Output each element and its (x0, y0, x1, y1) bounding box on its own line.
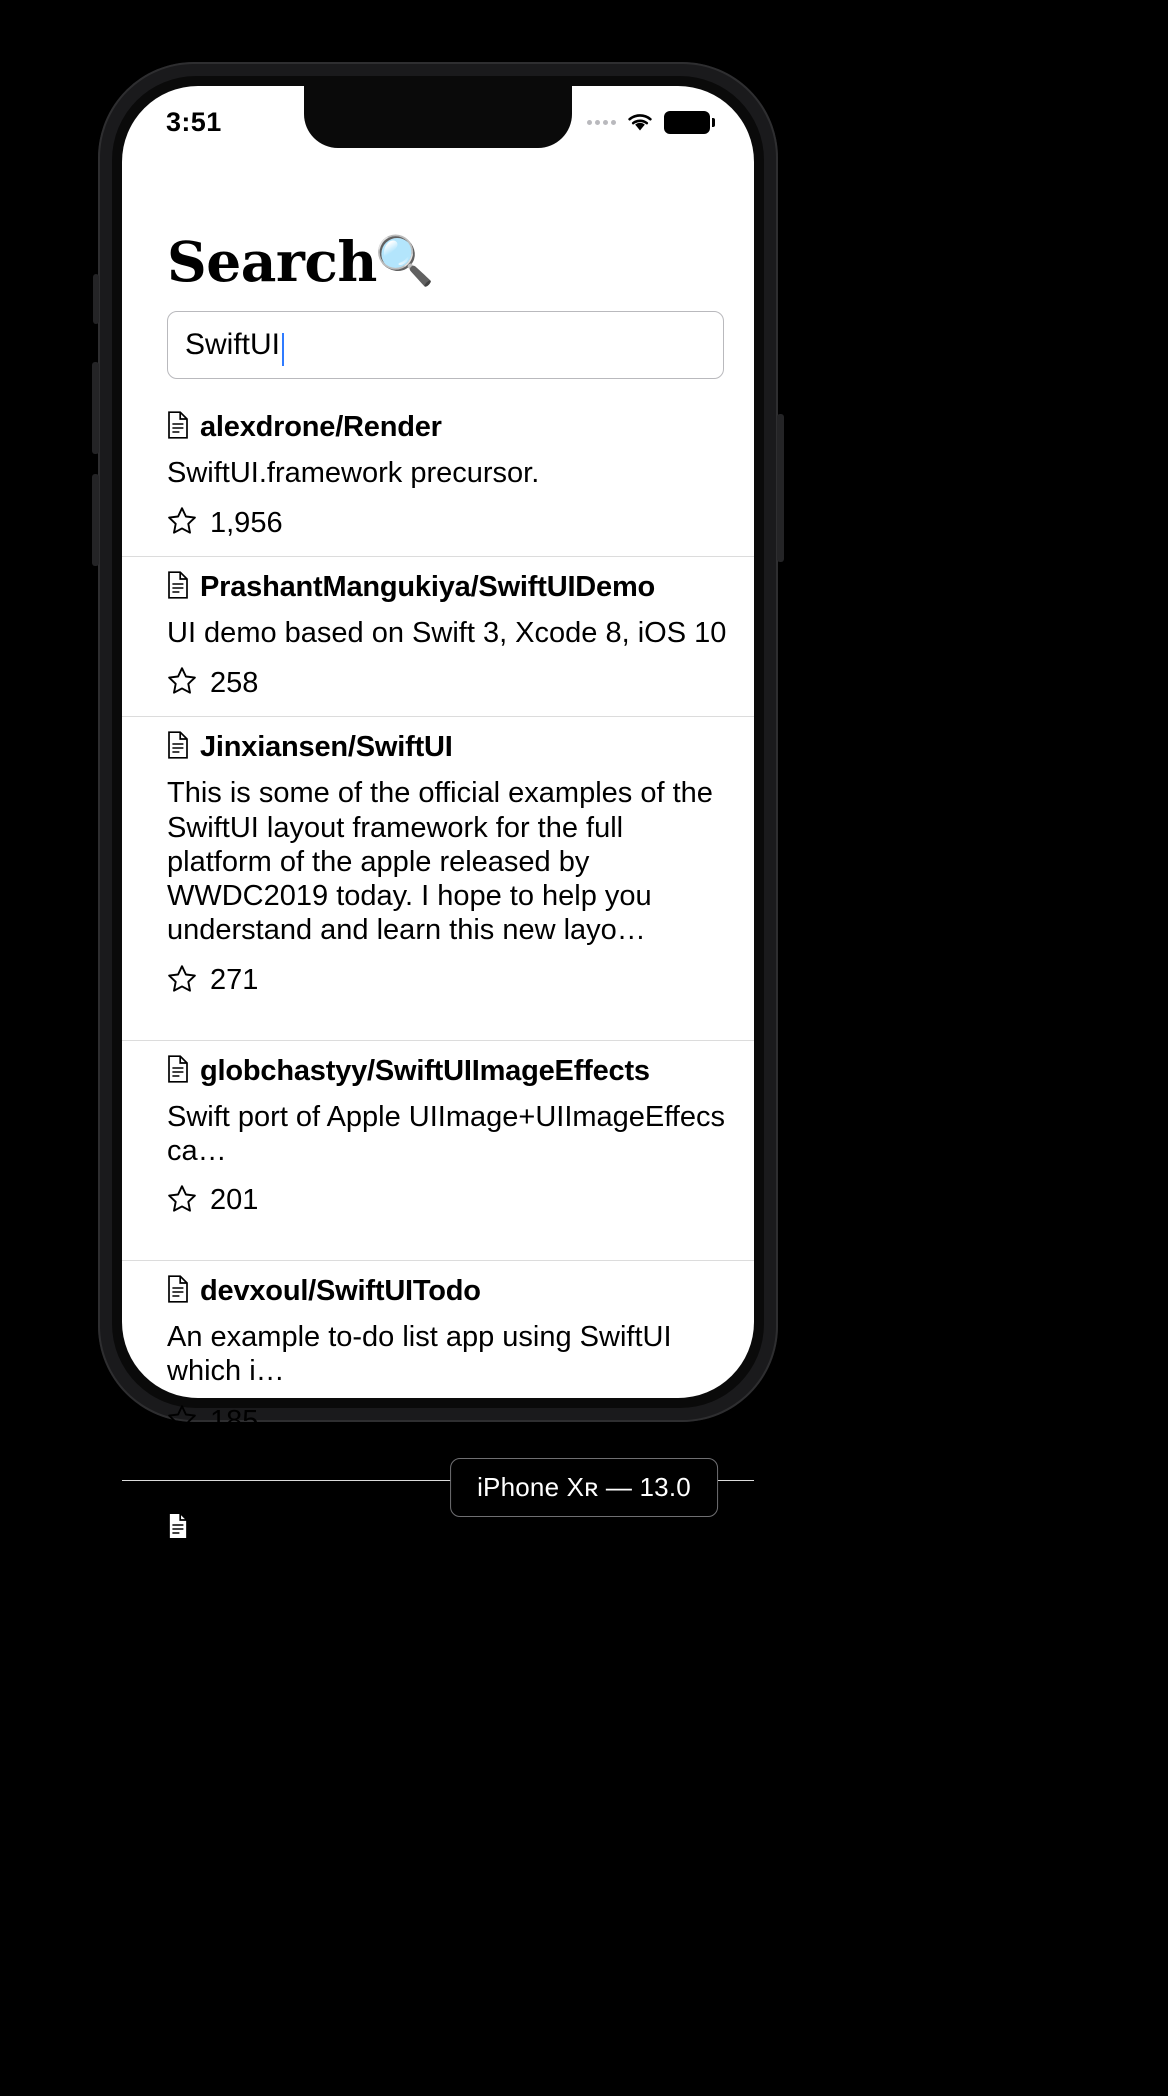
star-count: 1,956 (210, 506, 283, 539)
page-title (122, 148, 754, 294)
repo-header (167, 411, 728, 444)
list-item[interactable] (122, 1260, 754, 1480)
magnifier-icon: 🔍 (374, 234, 435, 288)
repo-header (167, 1275, 728, 1308)
battery-full-icon (664, 111, 710, 134)
repo-description: Swift port of Apple UIImage+UIImageEffecs ca… (167, 1100, 725, 1167)
star-row (167, 1184, 728, 1218)
repo-name: alexdrone/Render (200, 411, 442, 443)
device-caption: iPhone Xʀ — 13.0 (450, 1458, 718, 1517)
star-count: 258 (210, 666, 259, 699)
star-row (167, 506, 728, 540)
document-icon (167, 411, 189, 444)
repo-description: An example to-do list app using SwiftUI which i… (167, 1320, 672, 1388)
volume-up-button[interactable] (92, 362, 99, 454)
document-icon (167, 1275, 189, 1308)
status-bar (122, 86, 754, 148)
row-spacer (167, 1218, 728, 1244)
repo-description: UI demo based on Swift 3, Xcode 8, iOS 10 (167, 617, 727, 650)
document-icon (167, 571, 189, 604)
text-caret (282, 333, 284, 366)
volume-down-button[interactable] (92, 474, 99, 566)
list-item[interactable] (122, 397, 754, 556)
document-icon (167, 731, 189, 764)
search-input[interactable] (167, 311, 724, 379)
wifi-icon (625, 111, 655, 133)
repo-description: Swift中,图片轮播器在很多应用软件中都有应用,需要制作无限滚动的,下面贴上自己写的小Demo,能 (167, 1574, 706, 1675)
star-count: 271 (210, 964, 259, 997)
repo-name: devxoul/SwiftUITodo (200, 1274, 481, 1307)
star-outline-icon (167, 1404, 197, 1438)
status-indicators (587, 111, 710, 134)
status-time: 3:51 (166, 106, 222, 137)
repo-header (167, 731, 728, 764)
star-outline-icon (167, 666, 197, 700)
star-outline-icon (167, 964, 197, 998)
document-icon (167, 1055, 189, 1088)
repo-name: PrashantMangukiya/SwiftUIDemo (200, 571, 656, 604)
row-spacer (167, 998, 728, 1024)
repo-name: NSLog-YuHaitao/SwiftUIScrollView_etc (200, 1495, 629, 1561)
repo-description: This is some of the official examples of the SwiftUI layout framework for the full platform of the apple released by WWDC2019 today. I hope to help you understand and learn this new layo… (167, 777, 713, 947)
list-item[interactable] (122, 1040, 754, 1260)
star-outline-icon (167, 1184, 197, 1218)
star-row (167, 964, 728, 998)
repo-description: SwiftUI.framework precursor. (167, 457, 540, 489)
star-row (167, 666, 728, 700)
list-item[interactable] (122, 716, 754, 1039)
star-outline-icon (167, 506, 197, 540)
repo-name: Jinxiansen/SwiftUI (200, 731, 453, 764)
silent-switch[interactable] (93, 274, 99, 324)
star-row (167, 1404, 728, 1438)
power-button[interactable] (777, 414, 784, 562)
repo-header (167, 571, 728, 604)
search-input-value: SwiftUI (185, 328, 281, 361)
signal-dots-icon (587, 120, 616, 125)
repo-header (167, 1055, 728, 1088)
repo-name: globchastyy/SwiftUIImageEffects (200, 1054, 650, 1087)
page-title-text: Search (167, 229, 377, 294)
star-count: 185 (210, 1404, 259, 1437)
document-icon (167, 1512, 189, 1545)
star-count: 201 (210, 1184, 259, 1217)
list-item[interactable] (122, 556, 754, 716)
